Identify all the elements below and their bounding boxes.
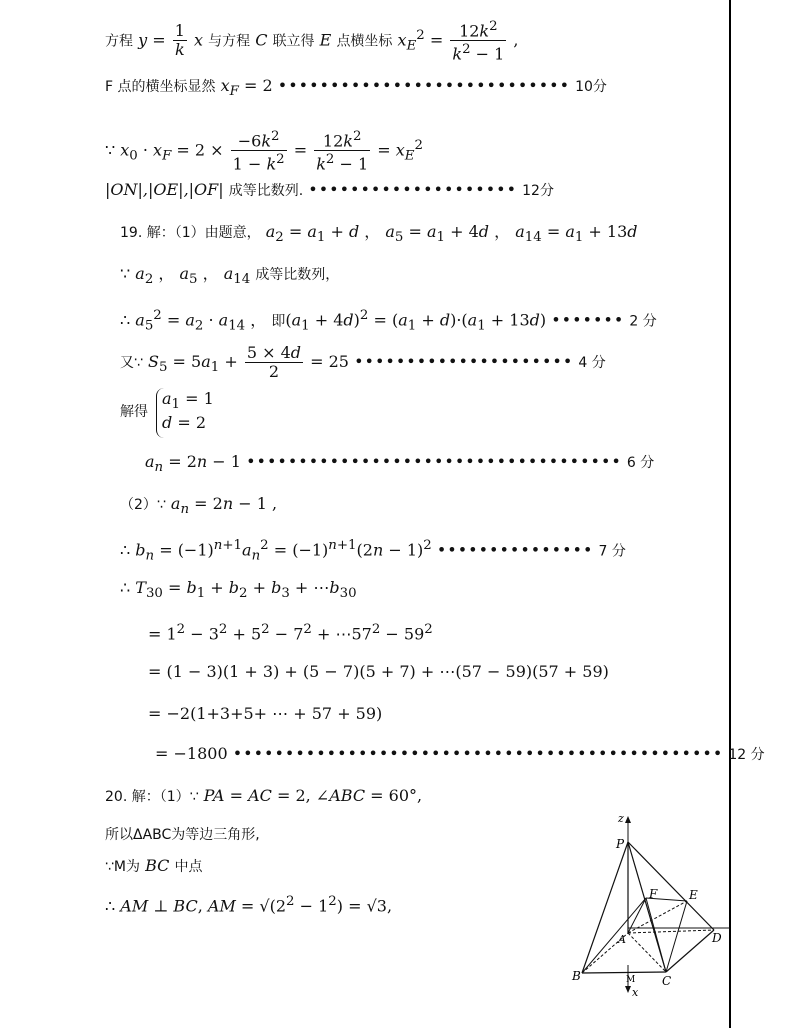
z-arrow bbox=[625, 816, 631, 823]
text: 19. 解：（1）由题意， bbox=[120, 225, 261, 241]
line-fc bbox=[646, 898, 666, 972]
line-an: $a_n = 2n - 1$ •••••••••••••••••••••••••••••••••••• 6 分 bbox=[145, 452, 655, 476]
fraction-5x4d: $\frac{5 \times 4d}{2}$ bbox=[246, 343, 302, 381]
text: 方程 bbox=[105, 33, 133, 50]
dot-leader: •••••••••••••••••••••••••••••••••••• bbox=[246, 452, 622, 471]
line-geometric bbox=[105, 180, 554, 201]
line-20-intro: 20. 解：（1）∵ PA = AC = 2, ∠ABC = 60°, bbox=[105, 786, 423, 805]
line-squares: = $1^2 - 3^2 + 5^2 - 7^2$ + $\cdots 57^2 - 59^2$ bbox=[148, 622, 433, 644]
line-t30: ∴ $T_{30} = b_1 + b_2 + b_3$ + $\cdots b_{30}$ bbox=[120, 578, 357, 602]
line-bn: ∴ $b_n = (-1)^{n+1}a_n^2 = (-1)^{n+1}(2n - 1)^2$ ••••••••••••••• 7 分 bbox=[120, 538, 626, 564]
fraction-12k2: $\frac{12k^2}{k^2 - 1}$ bbox=[452, 19, 505, 64]
text: 成等比数列， bbox=[255, 267, 340, 283]
dot-leader: ••••••••••••••••••••••••••••••••••••••••••••••• bbox=[232, 744, 724, 763]
text: 中点 bbox=[174, 859, 203, 875]
line-e-abscissa: 方程 y = $\frac{1}{k}$ x 与方程 C 联立得 E 点横坐标 $x_E^2$ = $\frac{12k^2}{k^2 - 1}$ , bbox=[105, 19, 519, 64]
score-label: 4 分 bbox=[578, 355, 606, 371]
label-a: A bbox=[618, 933, 626, 946]
label-d: D bbox=[712, 931, 722, 945]
line-19-geo: ∵ $a_2$ ， $a_5$ ， $a_{14}$ 成等比数列， bbox=[120, 264, 340, 288]
text: ∵M为 bbox=[105, 859, 140, 875]
edge-cd bbox=[666, 930, 714, 972]
line-ad bbox=[628, 930, 714, 933]
fraction-1-over-k: $\frac{1}{k}$ bbox=[174, 21, 185, 60]
line-factored: = (1 − 3)(1 + 3) + (5 − 7)(5 + 7) + ⋯(57 − 59)(57 + 59) bbox=[148, 662, 609, 681]
line-equilateral: 所以ΔABC为等边三角形, bbox=[105, 827, 260, 843]
label-m: M bbox=[626, 975, 636, 985]
label-z: z bbox=[618, 812, 624, 825]
line-part2: （2）∵ $a_n = 2n - 1$ , bbox=[120, 494, 278, 518]
edge-bc bbox=[582, 972, 666, 973]
text: 点横坐标 bbox=[336, 33, 393, 50]
system-eq-1: $a_1 = 1$ bbox=[162, 389, 214, 413]
line-19-sum: 又∵ $S_5 = 5a_1$ + $\frac{5 \times 4d}{2}$ = 25 ••••••••••••••••••••• 4 分 bbox=[120, 343, 606, 381]
score-label: 12分 bbox=[522, 183, 554, 199]
line-19-eq: ∴ $a_5^2 = a_2 \cdot a_{14}$ ， 即$(a_1 + 4d)^2 = (a_1 + d)\cdot(a_1 + 13d)$ ••••••• 2 分 bbox=[120, 308, 657, 334]
text: 20. 解：（1）∵ bbox=[105, 789, 199, 805]
x-var: x bbox=[220, 76, 230, 95]
text: = 2 bbox=[243, 76, 273, 95]
line-product: ∵ $x_0 \cdot x_F = 2$ × $\frac{-6k^2}{1 - k^2}$ = $\frac{12k^2}{k^2 - 1}$ = $x_E^2$ bbox=[105, 129, 423, 174]
text: 又∵ bbox=[120, 355, 143, 371]
dot-leader: ••••••• bbox=[551, 310, 625, 330]
line-fb bbox=[582, 898, 646, 973]
text: 联立得 bbox=[272, 33, 315, 50]
line-result: = −1800 ••••••••••••••••••••••••••••••••••••••••••••••• 12 分 bbox=[155, 744, 765, 763]
line-midpoint: ∵M为 BC 中点 bbox=[105, 856, 203, 875]
line-19-intro: 19. 解：（1）由题意， $a_2 = a_1 + d$ ， $a_5 = a_1 + 4d$ ， $a_{14} = a_1 + 13d$ bbox=[120, 222, 638, 246]
system-eq-2: d = 2 bbox=[162, 413, 207, 432]
line-sum-odd: = −2(1+3+5+ ⋯ + 57 + 59) bbox=[148, 704, 383, 723]
text: F 点的横坐标显然 bbox=[105, 79, 216, 95]
line-f-abscissa: F 点的横坐标显然 $x_F = 2$ •••••••••••••••••••••••••••• 10分 bbox=[105, 76, 607, 100]
score-label: 12 分 bbox=[728, 747, 765, 763]
line-am: ∴ AM ⊥ BC, AM = $√(2^2 - 1^2) = √3$, bbox=[105, 894, 393, 916]
label-c: C bbox=[662, 974, 672, 988]
line-ec bbox=[666, 901, 687, 972]
label-x: x bbox=[632, 986, 639, 999]
label-e: E bbox=[689, 888, 698, 902]
text-solve: 解得 bbox=[120, 404, 148, 420]
score-label: 6 分 bbox=[626, 455, 655, 471]
text: （2）∵ bbox=[120, 497, 166, 513]
dot-leader: ••••••••••••••••••••• bbox=[354, 352, 574, 371]
score-label: 2 分 bbox=[629, 313, 657, 330]
text: 与方程 bbox=[208, 33, 251, 50]
pyramid-figure bbox=[560, 810, 730, 1000]
label-f: F bbox=[649, 887, 658, 901]
text: 成等比数列. bbox=[228, 183, 304, 199]
fraction-12k2-b: $\frac{12k^2}{k^2 - 1}$ bbox=[316, 129, 369, 174]
label-b: B bbox=[572, 969, 581, 983]
score-label: 7 分 bbox=[598, 543, 626, 560]
x-arrow bbox=[625, 986, 631, 993]
dot-leader: ••••••••••••••• bbox=[436, 540, 594, 560]
dot-leader: •••••••••••••••••••••••••••• bbox=[277, 76, 570, 95]
label-p: P bbox=[616, 837, 625, 851]
dot-leader: •••••••••••••••••••• bbox=[308, 180, 518, 199]
score-label: 10分 bbox=[575, 79, 607, 95]
fraction-neg6k2: $\frac{-6k^2}{1 - k^2}$ bbox=[232, 129, 285, 174]
text: |ON|,|OE|,|OF| bbox=[105, 180, 224, 199]
